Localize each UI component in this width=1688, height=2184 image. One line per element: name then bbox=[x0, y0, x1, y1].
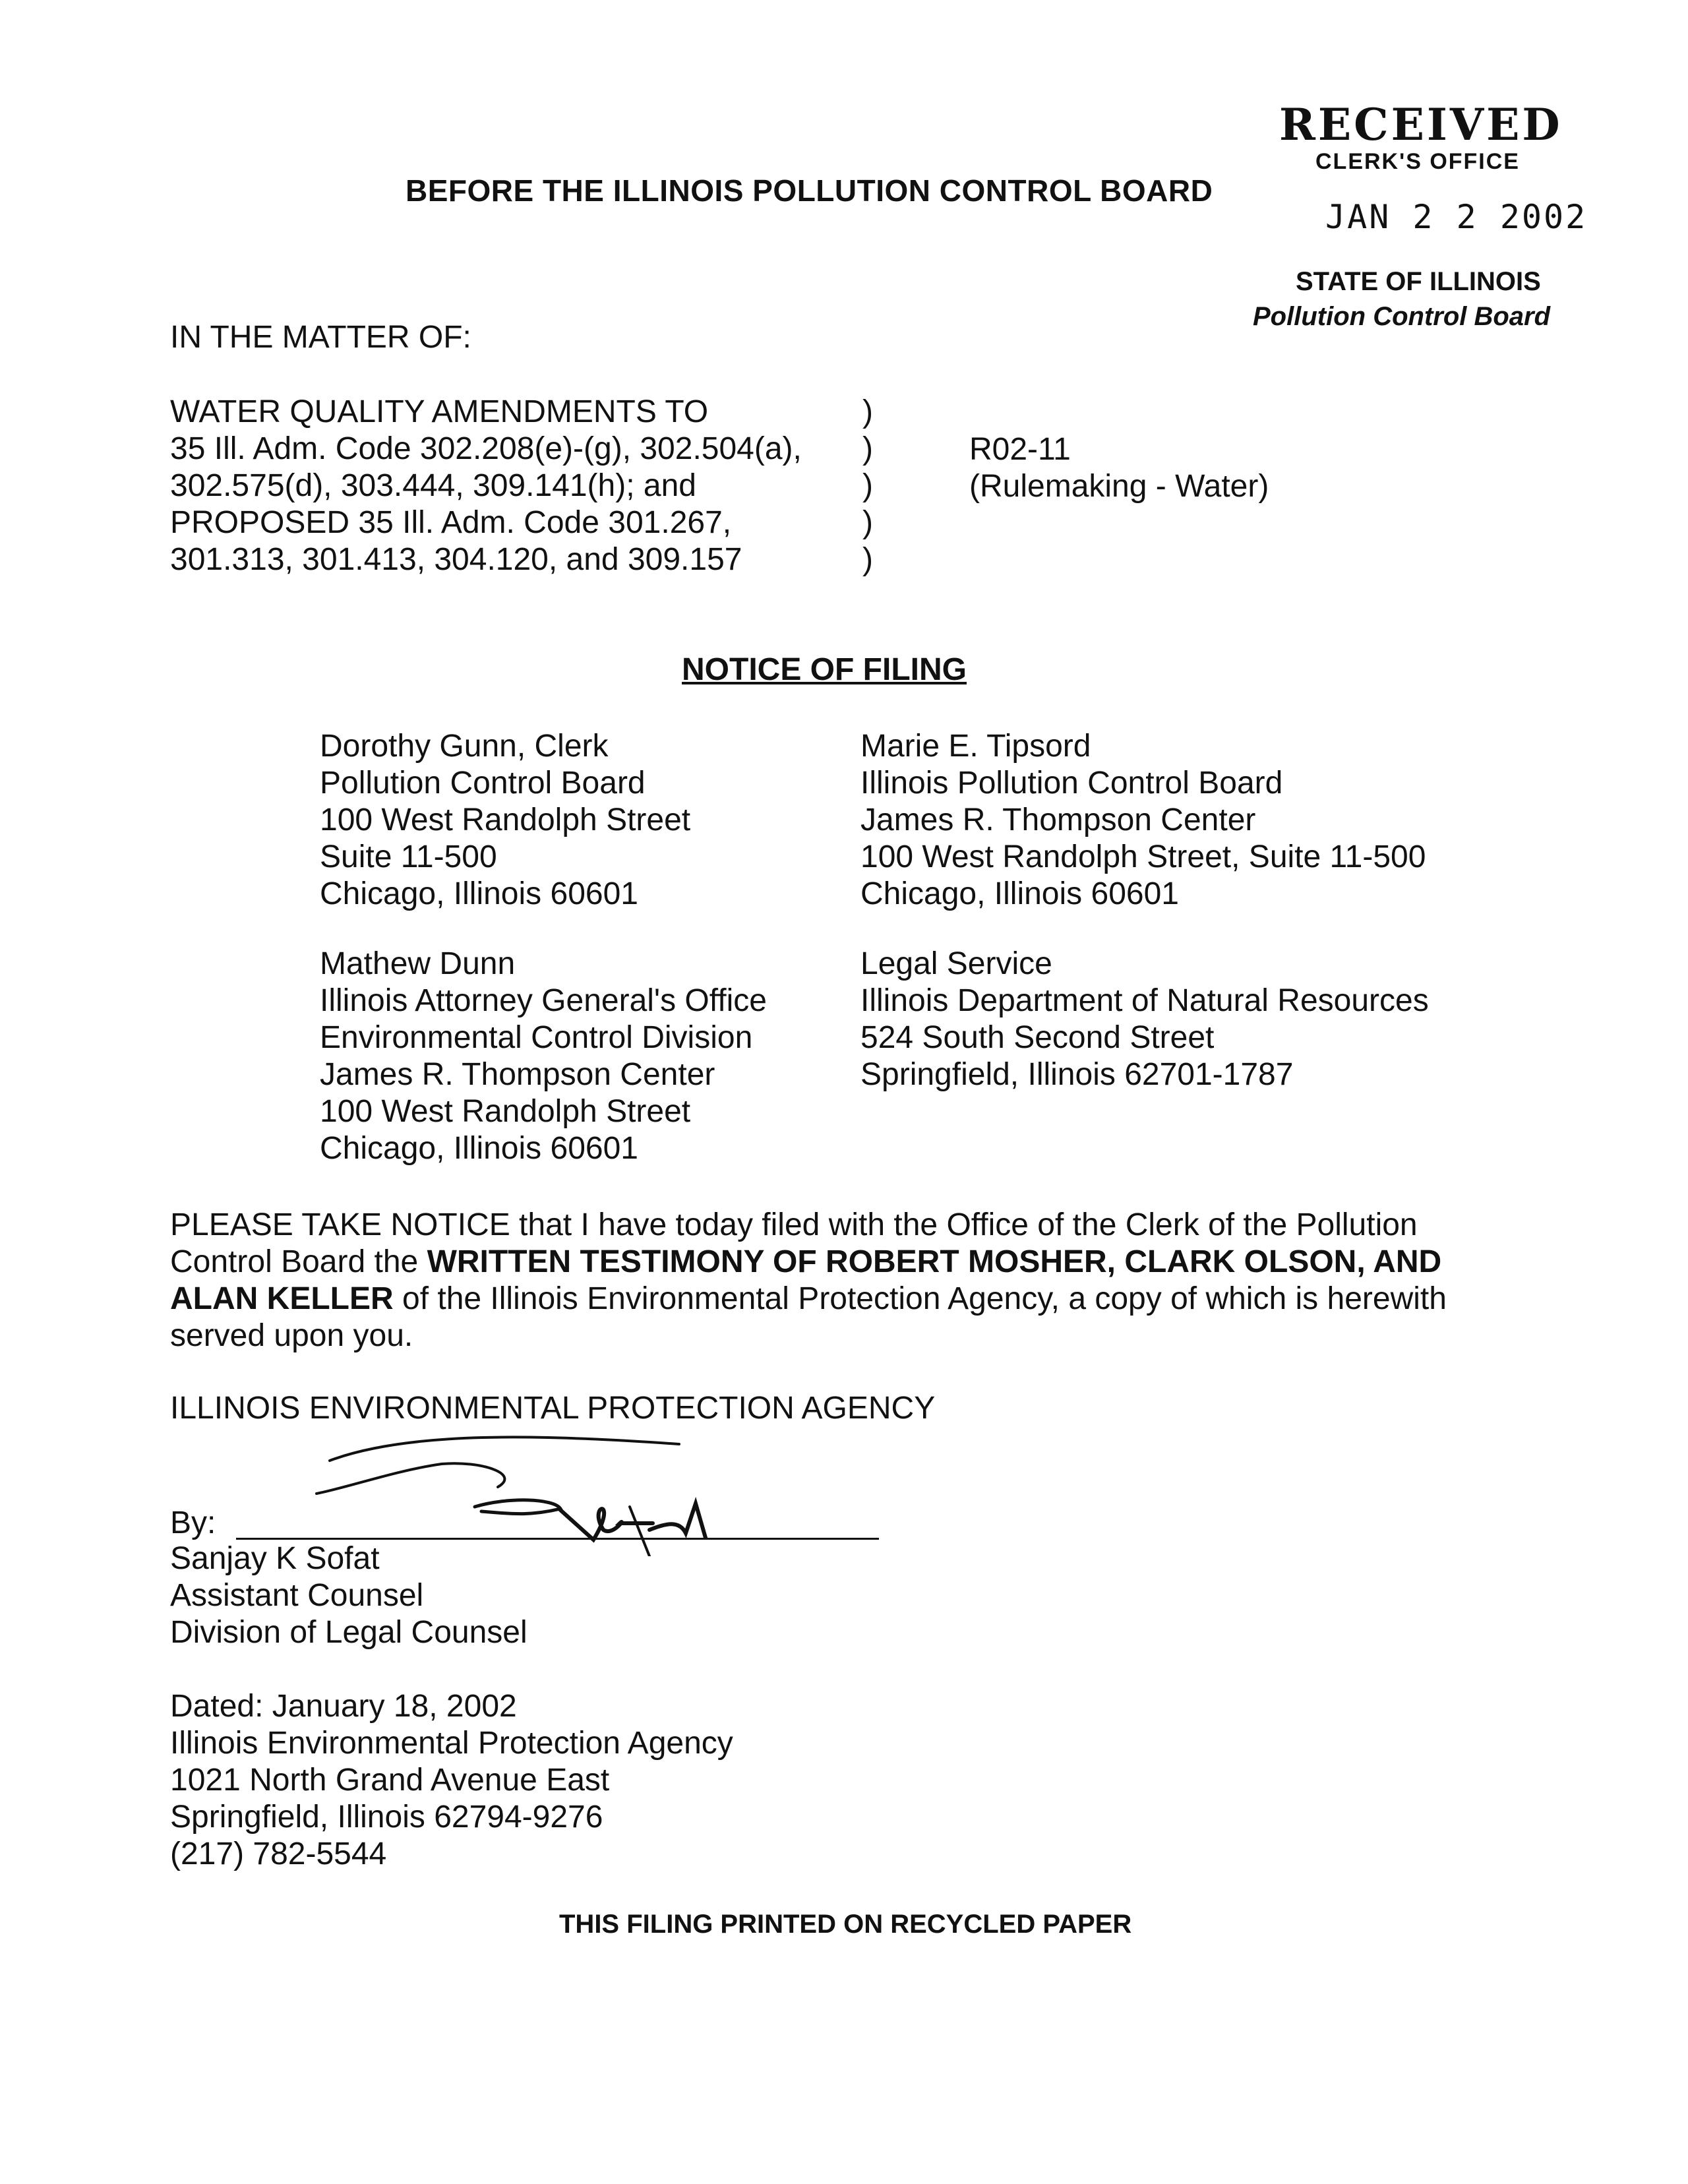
dated-line: (217) 782-5544 bbox=[170, 1836, 387, 1871]
docket-info bbox=[969, 431, 1269, 505]
stamp-date: JAN 2 2 2002 bbox=[1325, 198, 1588, 236]
caption-line: WATER QUALITY AMENDMENTS TO bbox=[170, 394, 709, 429]
address-line: Dorothy Gunn, Clerk bbox=[320, 729, 609, 764]
caption-line: PROPOSED 35 Ill. Adm. Code 301.267, bbox=[170, 505, 732, 540]
caption-paren: ) bbox=[862, 431, 873, 466]
dated-line: Dated: January 18, 2002 bbox=[170, 1689, 517, 1724]
docket-number: R02-11 bbox=[969, 432, 1071, 467]
stamp-clerks-office: CLERK'S OFFICE bbox=[1315, 149, 1520, 174]
notice-text: Control Board the bbox=[170, 1244, 427, 1279]
notice-text: of the Illinois Environmental Protection Agency, a copy of which is herewith bbox=[393, 1281, 1447, 1316]
address-line: Legal Service bbox=[860, 946, 1052, 981]
address-line: 524 South Second Street bbox=[860, 1020, 1215, 1055]
matter-label: IN THE MATTER OF: bbox=[170, 320, 471, 355]
address-line: Marie E. Tipsord bbox=[860, 729, 1091, 764]
case-caption bbox=[170, 394, 802, 578]
caption-line: 35 Ill. Adm. Code 302.208(e)-(g), 302.504(a), bbox=[170, 431, 802, 466]
address-line: Illinois Pollution Control Board bbox=[860, 766, 1283, 801]
address-line: 100 West Randolph Street bbox=[320, 803, 691, 837]
notice-line bbox=[170, 1244, 1528, 1281]
caption-paren: ) bbox=[862, 505, 873, 540]
notice-of-filing-heading: NOTICE OF FILING bbox=[682, 652, 967, 687]
document-title: BEFORE THE ILLINOIS POLLUTION CONTROL BOARD bbox=[406, 173, 1213, 208]
stamp-board: Pollution Control Board bbox=[1253, 302, 1551, 331]
addressee-block bbox=[860, 728, 1428, 913]
addressee-block bbox=[320, 728, 887, 913]
stamp-state: STATE OF ILLINOIS bbox=[1296, 267, 1541, 296]
address-line: Chicago, Illinois 60601 bbox=[320, 1131, 638, 1166]
testimony-title: ALAN KELLER bbox=[170, 1281, 394, 1316]
notice-line: served upon you. bbox=[170, 1318, 413, 1353]
caption-parentheses bbox=[862, 394, 873, 578]
dated-line: Springfield, Illinois 62794-9276 bbox=[170, 1800, 603, 1835]
signer-info bbox=[170, 1540, 528, 1651]
addressee-block bbox=[320, 946, 887, 1167]
address-line: Mathew Dunn bbox=[320, 946, 516, 981]
docket-type: (Rulemaking - Water) bbox=[969, 469, 1269, 504]
received-stamp bbox=[1240, 99, 1588, 343]
recycled-paper-note: THIS FILING PRINTED ON RECYCLED PAPER bbox=[559, 1910, 1132, 1939]
notice-paragraph bbox=[170, 1207, 1528, 1354]
address-line: Chicago, Illinois 60601 bbox=[320, 876, 638, 911]
address-line: 100 West Randolph Street bbox=[320, 1094, 691, 1129]
address-line: James R. Thompson Center bbox=[860, 803, 1256, 837]
address-line: James R. Thompson Center bbox=[320, 1057, 715, 1092]
signer-title: Assistant Counsel bbox=[170, 1578, 424, 1613]
agency-name: ILLINOIS ENVIRONMENTAL PROTECTION AGENCY bbox=[170, 1391, 936, 1426]
caption-paren: ) bbox=[862, 468, 873, 503]
dated-line: 1021 North Grand Avenue East bbox=[170, 1763, 610, 1798]
notice-line bbox=[170, 1281, 1528, 1318]
signer-name: Sanjay K Sofat bbox=[170, 1541, 380, 1576]
address-line: Chicago, Illinois 60601 bbox=[860, 876, 1179, 911]
address-line: Illinois Department of Natural Resources bbox=[860, 983, 1429, 1018]
address-line: Springfield, Illinois 62701-1787 bbox=[860, 1057, 1294, 1092]
testimony-title: WRITTEN TESTIMONY OF ROBERT MOSHER, CLARK OLSON, AND bbox=[427, 1244, 1442, 1279]
address-line: Illinois Attorney General's Office bbox=[320, 983, 767, 1018]
dated-line: Illinois Environmental Protection Agency bbox=[170, 1726, 733, 1761]
caption-line: 302.575(d), 303.444, 309.141(h); and bbox=[170, 468, 696, 503]
dated-block bbox=[170, 1688, 733, 1873]
handwritten-signature bbox=[310, 1424, 771, 1556]
signer-division: Division of Legal Counsel bbox=[170, 1615, 528, 1650]
notice-line: PLEASE TAKE NOTICE that I have today filed with the Office of the Clerk of the Pollution bbox=[170, 1207, 1418, 1242]
address-line: Suite 11-500 bbox=[320, 839, 497, 874]
caption-line: 301.313, 301.413, 304.120, and 309.157 bbox=[170, 542, 742, 577]
address-line: Pollution Control Board bbox=[320, 766, 646, 801]
by-label: By: bbox=[170, 1505, 216, 1540]
address-line: Environmental Control Division bbox=[320, 1020, 753, 1055]
caption-paren: ) bbox=[862, 542, 873, 577]
address-line: 100 West Randolph Street, Suite 11-500 bbox=[860, 839, 1426, 874]
caption-paren: ) bbox=[862, 394, 873, 429]
stamp-received: RECEIVED bbox=[1279, 99, 1563, 150]
addressee-block bbox=[860, 946, 1428, 1093]
